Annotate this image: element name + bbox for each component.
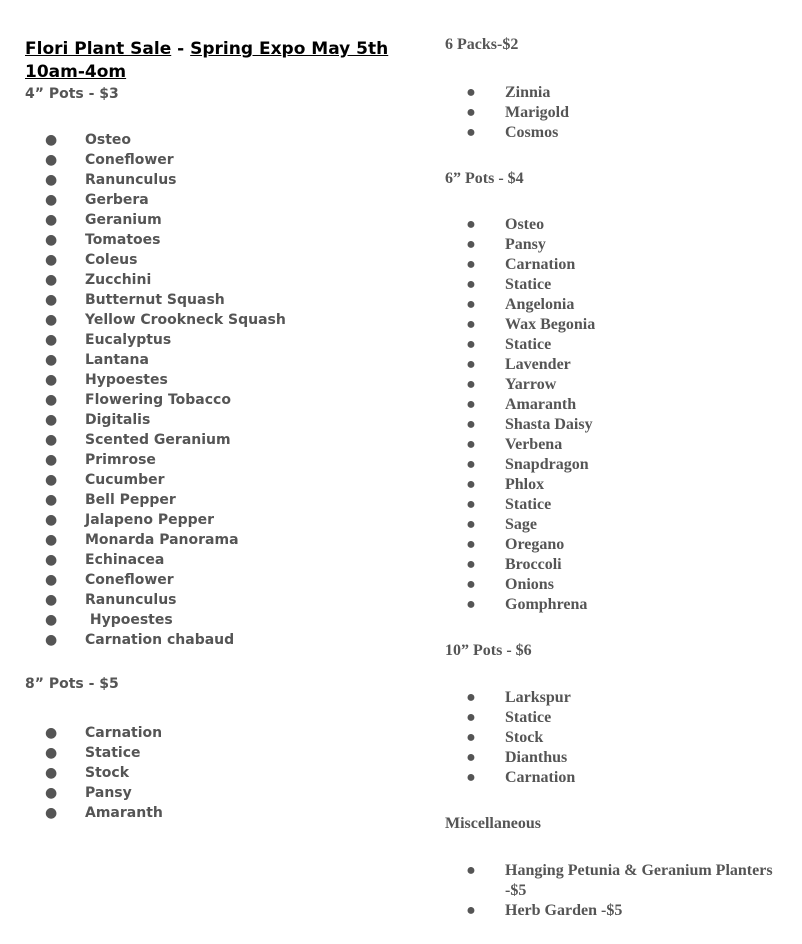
bullet-icon: ●	[45, 745, 58, 761]
title-event-name: Flori Plant Sale	[25, 39, 172, 59]
list-item: ● Sage	[466, 516, 537, 533]
bullet-icon: ●	[45, 152, 58, 168]
bullet-icon: ●	[45, 252, 58, 268]
bullet-icon: ●	[466, 336, 476, 353]
bullet-icon: ●	[45, 372, 58, 388]
bullet-icon: ●	[45, 352, 58, 368]
list-item: ● Flowering Tobacco	[45, 392, 231, 408]
list-item: ● Yellow Crookneck Squash	[45, 312, 286, 328]
bullet-icon: ●	[466, 296, 476, 313]
list-item: ● Pansy	[45, 785, 132, 801]
title-event-date: Spring Expo May 5th	[190, 39, 389, 59]
list-item: ● Tomatoes	[45, 232, 161, 248]
list-item: ● Statice	[45, 745, 141, 761]
list-item: ● Larkspur	[466, 689, 571, 706]
bullet-icon: ●	[45, 452, 58, 468]
bullet-icon: ●	[466, 536, 476, 553]
list-item: ● Stock	[466, 729, 544, 746]
bullet-icon: ●	[45, 785, 58, 801]
bullet-icon: ●	[45, 292, 58, 308]
section-heading-8in-pots: 8” Pots - $5	[25, 676, 119, 692]
list-item: ● Ranunculus	[45, 172, 177, 188]
list-item: ● Coleus	[45, 252, 138, 268]
list-6in-pots	[445, 215, 595, 615]
bullet-icon: ●	[466, 104, 476, 121]
bullet-icon: ●	[45, 132, 58, 148]
bullet-icon: ●	[45, 532, 58, 548]
bullet-icon: ●	[466, 709, 476, 726]
list-item: ● Hanging Petunia & Geranium Planters -$5	[466, 862, 773, 899]
bullet-icon: ●	[466, 376, 476, 393]
list-item: ● Digitalis	[45, 412, 151, 428]
list-item: ● Carnation	[45, 725, 163, 741]
list-item: ● Primrose	[45, 452, 156, 468]
bullet-icon: ●	[45, 492, 58, 508]
section-heading-6in-pots: 6” Pots - $4	[445, 170, 524, 187]
list-6-packs	[445, 83, 569, 143]
list-item: ● Carnation	[466, 769, 576, 786]
bullet-icon: ●	[45, 332, 58, 348]
list-item: ● Eucalyptus	[45, 332, 172, 348]
document-title	[25, 38, 388, 84]
list-item: ● Lavender	[466, 356, 571, 373]
list-item: ● Osteo	[466, 216, 545, 233]
list-item: ● Statice	[466, 709, 552, 726]
list-item: ● Coneflower	[45, 152, 174, 168]
list-4in-pots	[25, 130, 286, 650]
bullet-icon: ●	[466, 256, 476, 273]
bullet-icon: ●	[466, 769, 476, 786]
title-event-hours: 10am-4om	[25, 62, 127, 82]
list-item: ● Amaranth	[466, 396, 577, 413]
list-item: ● Cosmos	[466, 124, 559, 141]
bullet-icon: ●	[466, 416, 476, 433]
bullet-icon: ●	[466, 236, 476, 253]
section-heading-4in-pots: 4” Pots - $3	[25, 86, 119, 102]
list-item: ● Statice	[466, 276, 552, 293]
list-8in-pots	[25, 723, 163, 823]
list-item: ● Oregano	[466, 536, 565, 553]
bullet-icon: ●	[466, 496, 476, 513]
bullet-icon: ●	[45, 725, 58, 741]
bullet-icon: ●	[45, 412, 58, 428]
bullet-icon: ●	[466, 476, 476, 493]
list-item: ● Monarda Panorama	[45, 532, 239, 548]
list-item: ● Gerbera	[45, 192, 149, 208]
list-item: ● Butternut Squash	[45, 292, 225, 308]
bullet-icon: ●	[466, 124, 476, 141]
bullet-icon: ●	[45, 612, 58, 628]
bullet-icon: ●	[45, 572, 58, 588]
list-item: ● Carnation chabaud	[45, 632, 235, 648]
list-item: ● Shasta Daisy	[466, 416, 593, 433]
list-item: ● Hypoestes	[45, 612, 173, 628]
bullet-icon: ●	[466, 84, 476, 101]
section-heading-10in-pots: 10” Pots - $6	[445, 642, 532, 659]
bullet-icon: ●	[466, 436, 476, 453]
bullet-icon: ●	[45, 232, 58, 248]
bullet-icon: ●	[466, 356, 476, 373]
bullet-icon: ●	[466, 216, 476, 233]
bullet-icon: ●	[45, 392, 58, 408]
list-item: ● Snapdragon	[466, 456, 589, 473]
bullet-icon: ●	[45, 192, 58, 208]
list-item: ● Lantana	[45, 352, 149, 368]
list-item: ● Verbena	[466, 436, 563, 453]
bullet-icon: ●	[45, 272, 58, 288]
list-item: ● Carnation	[466, 256, 576, 273]
list-item: ● Hypoestes	[45, 372, 168, 388]
title-separator: -	[171, 39, 191, 59]
list-item: ● Amaranth	[45, 805, 163, 821]
list-item: ● Jalapeno Pepper	[45, 512, 215, 528]
bullet-icon: ●	[45, 432, 58, 448]
bullet-icon: ●	[466, 902, 476, 919]
list-item: ● Herb Garden -$5	[466, 902, 623, 919]
list-item: ● Stock	[45, 765, 130, 781]
bullet-icon: ●	[45, 592, 58, 608]
bullet-icon: ●	[466, 689, 476, 706]
list-item: ● Bell Pepper	[45, 492, 176, 508]
list-item: ● Statice	[466, 336, 552, 353]
bullet-icon: ●	[45, 805, 58, 821]
bullet-icon: ●	[45, 172, 58, 188]
section-heading-miscellaneous: Miscellaneous	[445, 815, 541, 832]
bullet-icon: ●	[45, 472, 58, 488]
bullet-icon: ●	[466, 516, 476, 533]
bullet-icon: ●	[466, 749, 476, 766]
list-item: ● Cucumber	[45, 472, 165, 488]
bullet-icon: ●	[466, 576, 476, 593]
list-item: ● Wax Begonia	[466, 316, 596, 333]
bullet-icon: ●	[45, 512, 58, 528]
bullet-icon: ●	[466, 276, 476, 293]
list-miscellaneous	[445, 861, 795, 921]
list-item: ● Echinacea	[45, 552, 165, 568]
list-item: ● Ranunculus	[45, 592, 177, 608]
bullet-icon: ●	[45, 212, 58, 228]
list-item: ● Yarrow	[466, 376, 557, 393]
list-item: ● Zinnia	[466, 84, 551, 101]
bullet-icon: ●	[45, 312, 58, 328]
list-item: ● Onions	[466, 576, 554, 593]
bullet-icon: ●	[466, 729, 476, 746]
list-item: ● Zucchini	[45, 272, 152, 288]
list-item: ● Angelonia	[466, 296, 575, 313]
list-item: ● Marigold	[466, 104, 569, 121]
list-10in-pots	[445, 688, 575, 788]
bullet-icon: ●	[466, 456, 476, 473]
section-heading-6-packs: 6 Packs-$2	[445, 36, 519, 53]
list-item: ● Dianthus	[466, 749, 568, 766]
list-item: ● Coneflower	[45, 572, 174, 588]
bullet-icon: ●	[466, 556, 476, 573]
list-item: ● Scented Geranium	[45, 432, 231, 448]
list-item: ● Osteo	[45, 132, 132, 148]
list-item: ● Pansy	[466, 236, 546, 253]
bullet-icon: ●	[466, 396, 476, 413]
bullet-icon: ●	[45, 552, 58, 568]
bullet-icon: ●	[466, 862, 476, 879]
list-item: ● Gomphrena	[466, 596, 588, 613]
bullet-icon: ●	[466, 596, 476, 613]
list-item: ● Broccoli	[466, 556, 562, 573]
list-item: ● Statice	[466, 496, 552, 513]
bullet-icon: ●	[45, 632, 58, 648]
list-item: ● Geranium	[45, 212, 162, 228]
bullet-icon: ●	[45, 765, 58, 781]
list-item: ● Phlox	[466, 476, 545, 493]
bullet-icon: ●	[466, 316, 476, 333]
